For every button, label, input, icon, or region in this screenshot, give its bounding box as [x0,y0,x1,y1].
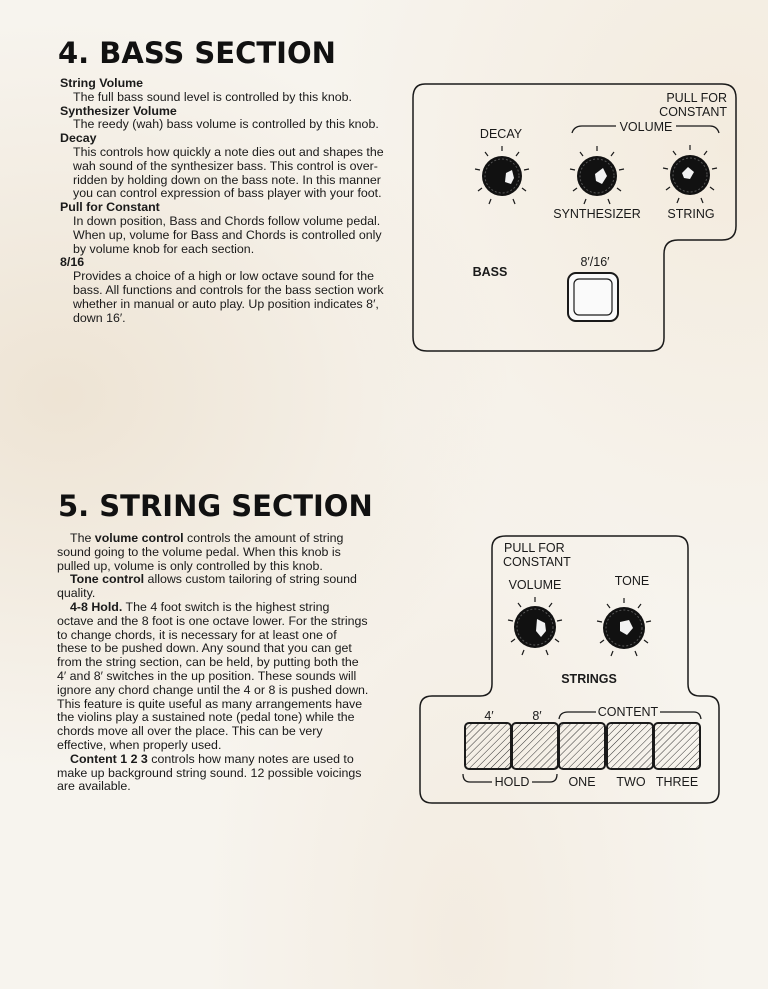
desc-decay: This controls how quickly a note dies out and shapes the wah sound of the synthesizer bass. This control is over-ridden by holding down on the bass note. In this manner you can control expression of bass player with your foot. [73,144,384,201]
term-decay: Decay [60,131,97,146]
term-pull-for-constant: Pull for Constant [60,200,160,215]
desc-8-16: Provides a choice of a high or low octave sound for the bass. All functions and controls for the bass section work whether in manual or auto play. Up position indicates 8′, down 16′. [73,269,384,325]
p4-bold: Content 1 2 3 [70,751,148,766]
eight-foot-label: 8′ [532,709,542,723]
bass-pull-line2: CONSTANT [659,105,727,119]
term-string-volume: String Volume [60,76,144,90]
strings-pull-line1: PULL FOR [504,541,565,555]
eight-foot-switch[interactable] [512,723,558,769]
string-section-heading: 5. STRING SECTION [58,489,373,523]
strings-tone-label: TONE [614,574,650,588]
octave-switch-label: 8′/16′ [580,255,610,269]
term-synthesizer-volume: Synthesizer Volume [60,103,177,118]
bass-section-heading: 4. BASS SECTION [58,36,336,70]
synthesizer-volume-knob[interactable] [570,146,624,204]
content-two-switch[interactable] [607,723,653,769]
four-foot-label: 4′ [484,709,494,723]
strings-tone-knob[interactable] [597,598,651,656]
bass-panel-label: BASS [472,265,508,279]
content-one-switch[interactable] [559,723,605,769]
p1-pre: The [70,531,95,545]
strings-volume-label: VOLUME [508,578,562,592]
string-volume-knob[interactable] [663,145,717,203]
bass-pull-line1: PULL FOR [666,91,727,105]
strings-panel-label: STRINGS [561,672,617,686]
p2-text: allows custom tailoring of string sound quality. [57,572,357,601]
content-three-switch[interactable] [654,723,700,769]
string-para-volume [57,532,369,573]
desc-string-volume: The full bass sound level is controlled by this knob. [73,89,352,104]
hold-label: HOLD [494,775,530,789]
decay-knob[interactable] [475,146,529,204]
term-8-16: 8/16 [60,255,85,270]
p2-bold: Tone control [70,572,145,587]
p1-text: controls the amount of string sound going to the volume pedal. When this knob is pulled up, volume is only controlled by this knob. [57,531,344,573]
p1-bold: volume control [94,531,184,545]
p4-text: controls how many notes are used to make up background string sound. 12 possible voicings are available. [57,751,362,794]
two-label: TWO [616,775,646,789]
strings-pull-line2: CONSTANT [503,555,571,569]
four-foot-switch[interactable] [465,723,511,769]
desc-synthesizer-volume: The reedy (wah) bass volume is controlled by this knob. [73,117,379,132]
content-label: CONTENT [597,705,659,719]
synthesizer-label: SYNTHESIZER [553,207,641,221]
string-para-hold [57,601,369,753]
decay-label: DECAY [479,127,523,141]
string-description [57,532,369,794]
p3-bold: 4-8 Hold. [70,599,123,614]
string-label: STRING [667,207,715,221]
string-para-content [57,753,369,794]
octave-8-16-switch[interactable] [568,273,618,321]
string-para-tone [57,573,369,601]
bass-volume-label: VOLUME [619,120,673,134]
strings-volume-knob[interactable] [508,597,562,655]
p3-text: The 4 foot switch is the highest string octave and the 8 foot is one octave lower. For the strings to change chords, it is necessary for at least one of these to be pushed down. Any sound that you can get from the string section, can be held, by putting both the 4′ and 8′ switches in the up position. These sounds will ignore any chord change until the 4 or 8 is pushed down. This feature is quite useful as many arrangements have the violins play a sustained note (pedal tone) while the chords move all over the place. This can be very effective, when properly used. [57,599,369,752]
desc-pull-for-constant: In down position, Bass and Chords follow volume pedal. When up, volume for Bass and Chords is controlled only by volume knob for each section. [73,213,382,256]
one-label: ONE [568,775,596,789]
three-label: THREE [655,775,699,789]
